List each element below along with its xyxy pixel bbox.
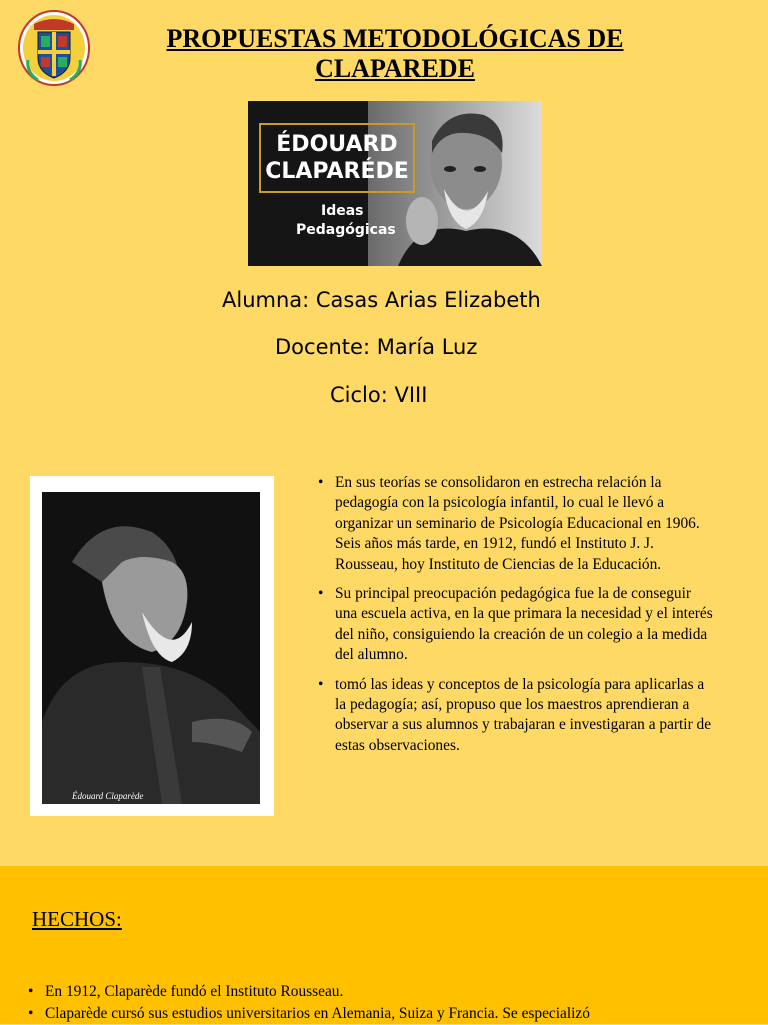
list-item-text: En 1912, Claparède fundó el Instituto Rousseau.	[45, 983, 344, 1000]
list-item	[318, 675, 714, 757]
bullet-icon: •	[318, 585, 324, 603]
portrait-caption: Édouard Claparède	[72, 791, 144, 801]
bullet-icon: •	[318, 474, 324, 491]
bullet-list	[318, 473, 714, 765]
cycle-label: Ciclo: VIII	[330, 383, 428, 407]
portrait-frame	[30, 476, 274, 816]
list-item	[318, 473, 714, 575]
bullet-icon: •	[318, 675, 324, 693]
hechos-list	[28, 981, 768, 1025]
hechos-heading: HECHOS:	[32, 907, 122, 931]
banner-name-line1: ÉDOUARD	[276, 132, 398, 157]
claparede-photo	[42, 492, 260, 804]
page-title: PROPUESTAS METODOLÓGICAS DE CLAPAREDE	[166, 24, 624, 83]
banner-name-box	[259, 123, 415, 193]
teacher-name: Docente: María Luz	[275, 335, 478, 359]
list-item	[318, 584, 714, 666]
student-name: Alumna: Casas Arias Elizabeth	[222, 288, 541, 312]
banner-name-line2: CLAPARÉDE	[265, 159, 409, 184]
school-crest-logo	[18, 10, 90, 86]
bullet-icon: •	[28, 983, 34, 1000]
list-item	[28, 981, 768, 1003]
list-item-text: Claparède cursó sus estudios universitarios en Alemania, Suiza y Francia. Se especializó	[45, 1005, 590, 1022]
banner-sub-line1: Ideas	[321, 203, 364, 219]
list-item-text: Su principal preocupación pedagógica fue la de conseguir una escuela activa, en la que primara la necesidad y el interés del niño, consiguiendo la creación de un colegio a la medida del alumno.	[335, 585, 713, 664]
list-item-text: En sus teorías se consolidaron en estrecha relación la pedagogía con la psicología infantil, lo cual le llevó a organizar un seminario de Psicología Educacional en 1906. Seis años más tarde, en 1912, fundó el Instituto J. J. Rousseau, hoy Instituto de Ciencias de la Educación.	[335, 474, 700, 573]
list-item	[28, 1003, 768, 1025]
claparede-banner	[248, 101, 542, 266]
banner-sub-line2: Pedagógicas	[296, 222, 396, 238]
bullet-icon: •	[28, 1005, 34, 1022]
list-item-text: tomó las ideas y conceptos de la psicología para aplicarlas a la pedagogía; así, propuso que los maestros aprendieran a observar a sus alumnos y trabajaran e investigaran a partir de estas observaciones.	[335, 675, 712, 754]
claparede-photo-drawing	[42, 492, 260, 804]
